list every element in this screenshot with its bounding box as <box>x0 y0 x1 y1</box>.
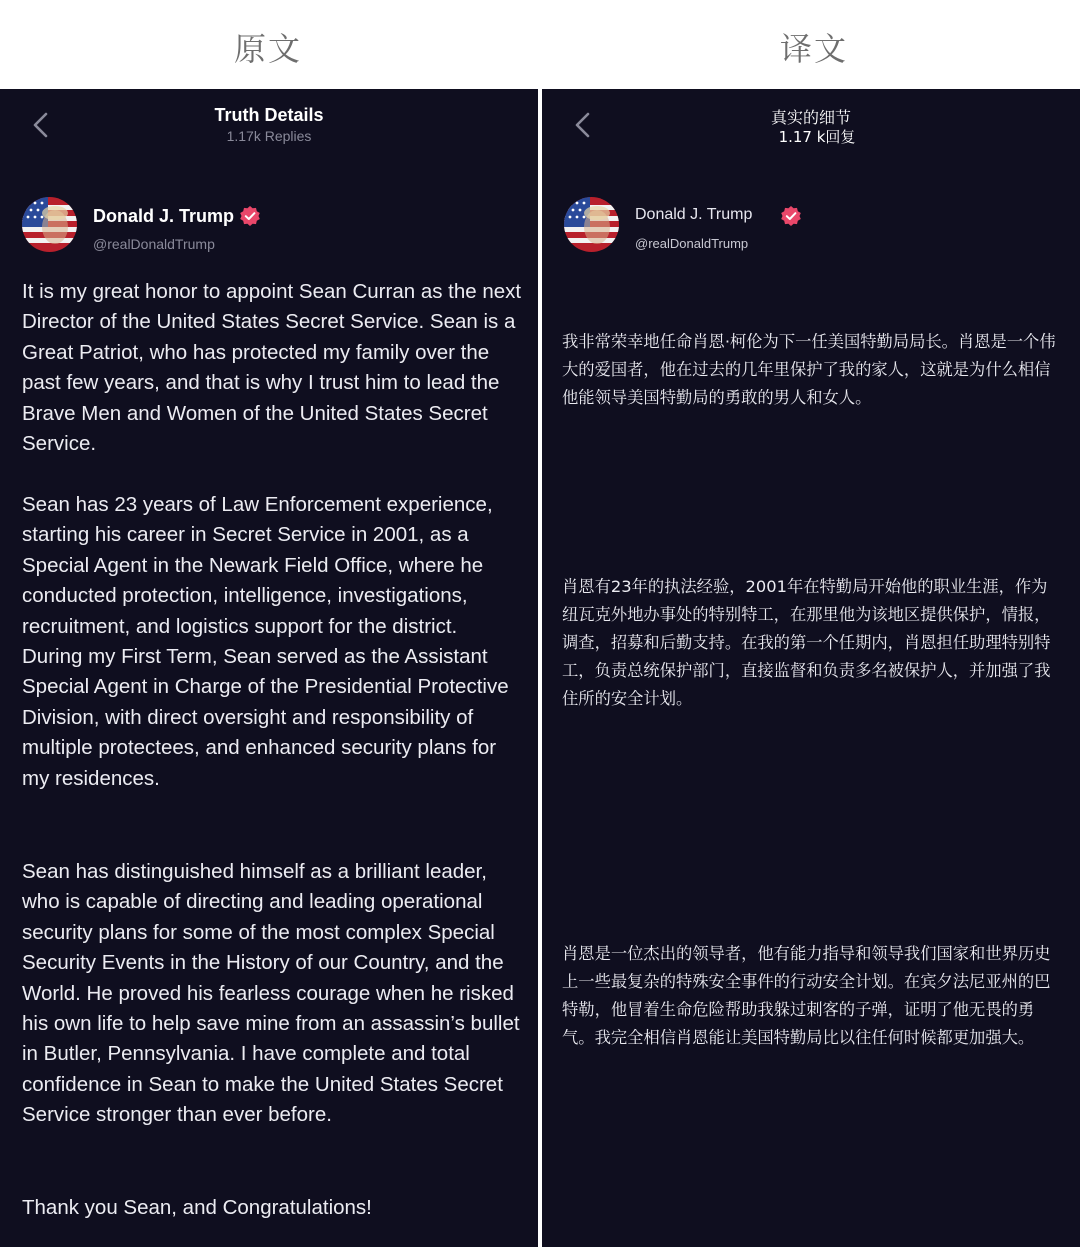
page-title: Truth Details <box>214 105 324 125</box>
translated-post-panel <box>542 89 1080 1247</box>
post-paragraph-1: It is my great honor to appoint Sean Curran as the next Director of the United States Secret Service. Sean is a Great Patriot, who has protected my family over the past few years, and that is why I trust him to lead the Brave Men and Women of the United States Secret Service. <box>22 280 522 456</box>
post-paragraph-2: Sean has 23 years of Law Enforcement experience, starting his career in Secret Service in 2001, as a Special Agent in the Newark Field Office, where he conducted protection, intelligence, investigations, recruitment, and logistics support for the district. During my First Term, Sean served as the Assistant Special Agent in Charge of the Presidential Protective Division, with direct oversight and responsibility of multiple protectees, and enhanced security plans for my residences. <box>22 493 509 790</box>
author-handle[interactable]: @realDonaldTrump <box>635 236 749 251</box>
post-paragraph-3: 肖恩是一位杰出的领导者，他有能力指导和领导我们国家和世界历史上一些最复杂的特殊安全事件的行动安全计划。在宾夕法尼亚州的巴特勒，他冒着生命危险帮助我躲过刺客的子弹，证明了他无畏的勇气。我完全相信肖恩能让美国特勤局比以往任何时候都更加强大。 <box>562 944 1051 1047</box>
author-name[interactable]: Donald J. Trump <box>635 206 753 223</box>
post-paragraph-1: 我非常荣幸地任命肖恩·柯伦为下一任美国特勤局局长。肖恩是一个伟大的爱国者，他在过去的几年里保护了我的家人，这就是为什么相信他能领导美国特勤局的勇敢的男人和女人。 <box>562 332 1056 407</box>
original-label: 原文 <box>234 30 303 68</box>
post-paragraph-3: Sean has distinguished himself as a brilliant leader, who is capable of directing and leading operational security plans for some of the most complex Special Security Events in the History of our Country, and the World. He proved his fearless courage when he risked his own life to help save mine from an assassin’s bullet in Butler, Pennsylvania. I have complete and total confidence in Sean to make the United States Secret Service stronger than ever before. <box>22 860 520 1127</box>
author-name[interactable]: Donald J. Trump <box>93 206 235 226</box>
replies-count[interactable]: 1.17k Replies <box>226 128 312 144</box>
post-paragraph-2: 肖恩有23年的执法经验，2001年在特勤局开始他的职业生涯，作为纽瓦克外地办事处的特别特工，在那里他为该地区提供保护，情报，调查，招募和后勤支持。在我的第一个任期内，肖恩担任助理特别特工，负责总统保护部门，直接监督和负责多名被保护人，并加强了我住所的安全计划。 <box>562 577 1051 708</box>
post-paragraph-4: Thank you Sean, and Congratulations! <box>22 1196 372 1219</box>
column-labels-bar <box>0 0 1080 89</box>
verified-badge-icon <box>239 205 261 227</box>
replies-count[interactable]: 1.17 k回复 <box>778 128 856 146</box>
author-handle[interactable]: @realDonaldTrump <box>93 236 215 252</box>
original-post-panel <box>0 89 538 1247</box>
avatar[interactable] <box>564 197 619 252</box>
avatar[interactable] <box>22 197 77 252</box>
translation-label: 译文 <box>780 30 849 68</box>
page-title: 真实的细节 <box>770 108 851 127</box>
verified-badge-icon <box>780 205 802 227</box>
